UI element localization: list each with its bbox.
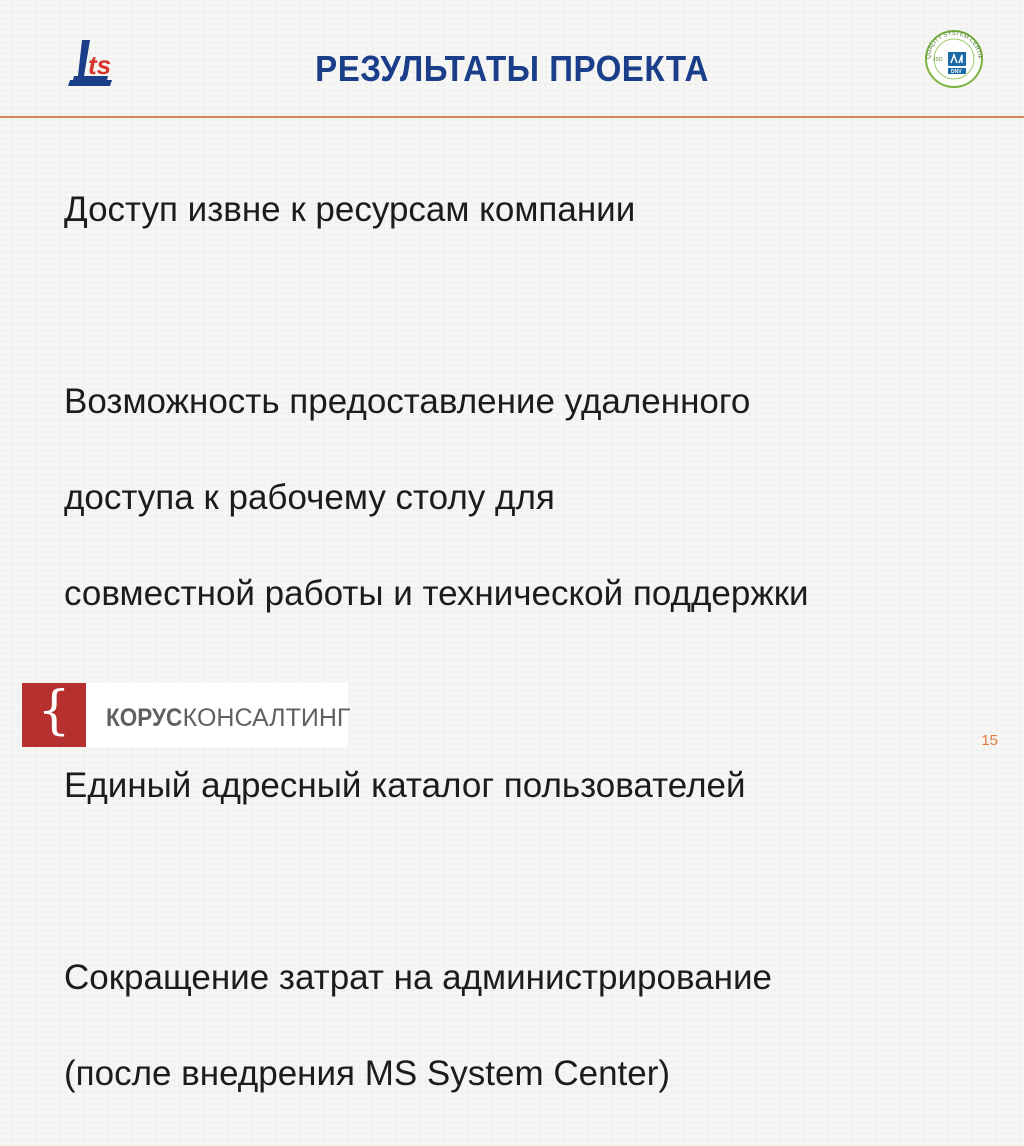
korus-consulting-logo — [22, 681, 351, 747]
certification-seal-icon — [918, 28, 990, 90]
brand-brace-box — [22, 683, 86, 747]
brand-name-strong: КОРУС — [106, 704, 183, 732]
svg-text:DNV: DNV — [951, 69, 962, 75]
result-item — [64, 330, 964, 666]
slide-title: РЕЗУЛЬТАТЫ ПРОЕКТА — [315, 48, 709, 89]
result-line: Единый адресный каталог пользователей — [64, 766, 746, 805]
result-line: Доступ извне к ресурсам компании — [64, 190, 636, 229]
result-item — [64, 138, 964, 282]
result-line: доступа к рабочему столу для — [64, 478, 555, 517]
svg-text:QUALITY SYSTEM CERTIFICATION: QUALITY SYSTEM CERTIF — [925, 30, 983, 60]
svg-text:ts: ts — [88, 50, 112, 80]
slide-body — [64, 138, 964, 1146]
result-line: (после внедрения MS System Center) — [64, 1054, 671, 1093]
company-logo-its — [68, 36, 130, 90]
brand-name — [106, 704, 350, 732]
result-item — [64, 906, 964, 1146]
result-line: совместной работы и технической поддержки — [64, 574, 809, 613]
result-line: Возможность предоставление удаленного — [64, 382, 751, 421]
brace-icon: { — [37, 681, 71, 741]
page-number: 15 — [981, 732, 998, 749]
svg-text:ISO: ISO — [934, 57, 943, 63]
header-divider — [0, 116, 1024, 118]
result-line: Сокращение затрат на администрирование — [64, 958, 772, 997]
iso-certification-badge — [918, 28, 990, 90]
its-logo-icon — [68, 36, 130, 90]
brand-name-light: КОНСАЛТИНГ — [182, 704, 351, 732]
